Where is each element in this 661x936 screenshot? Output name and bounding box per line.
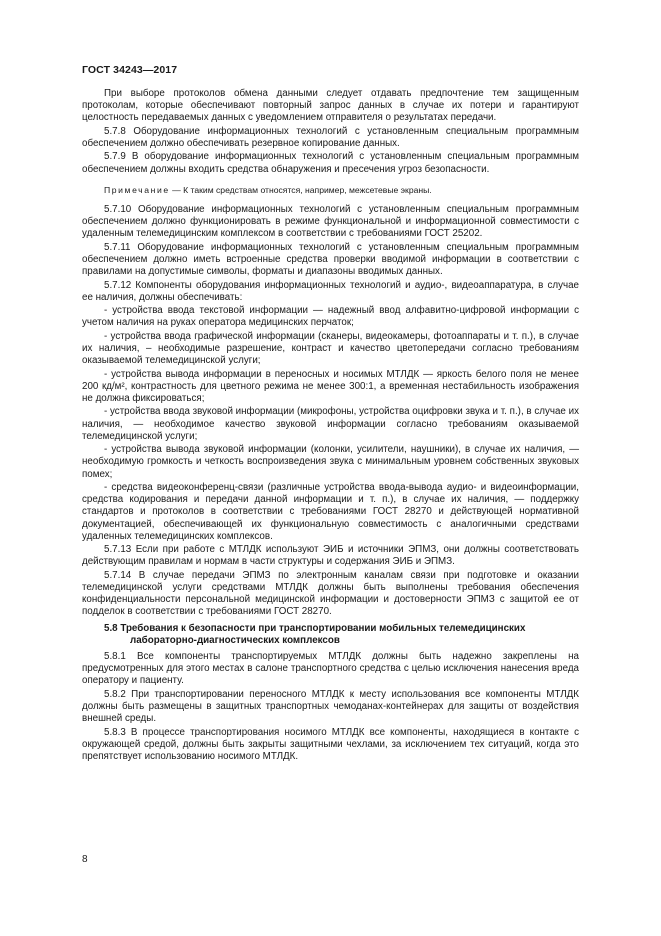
note-text: — К таким средствам относятся, например, межсетевые экраны. (169, 184, 432, 195)
paragraph: 5.7.12 Компоненты оборудования информационных технологий и аудио-, видеоаппаратура, в случае ее наличия, должны обеспечивать: (82, 279, 579, 303)
paragraph: 5.8.3 В процессе транспортирования носимого МТЛДК все компоненты, находящиеся в контакте с окружающей средой, должны быть закрыты защитными чехлами, за исключением тех ситуаций, когда это препятствует использованию носимого МТЛДК. (82, 726, 579, 762)
paragraph: При выборе протоколов обмена данными следует отдавать предпочтение тем защищенным протоколам, которые обеспечивают повторный запрос данных в случае их потери и гарантируют целостность передаваемых данных с уведомлением отправителя о результатах передачи. (82, 88, 579, 124)
document-header: ГОСТ 34243—2017 (82, 64, 178, 76)
list-item: - устройства вывода звуковой информации (колонки, усилители, наушники), в случае их наличия, — необходимую громкость и четкость воспроизведения звука с минимальным уровнем собственных звуковых помех; (82, 444, 579, 480)
paragraph: 5.7.11 Оборудование информационных технологий с установленным специальным программным обеспечением должно иметь встроенные средства проверки вводимой информации в соответствии с правилами на допустимые символы, форматы и диапазоны вводимых данных. (82, 241, 579, 278)
paragraph: 5.8.2 При транспортировании переносного МТЛДК к месту использования все компоненты МТЛДК должны быть размещены в защитных транспортных чемоданах-контейнерах для защиты от воздействия внешней среды. (82, 688, 579, 725)
list-item: - устройства ввода звуковой информации (микрофоны, устройства оцифровки звука и т. п.), в случае их наличия, — необходимое качество звуковой информации согласно требованиям оказываемой телемедицинской услуги; (82, 406, 579, 442)
list-item: - устройства ввода текстовой информации — надежный ввод алфавитно-цифровой информации с учетом наличия на руках оператора медицинских перчаток; (82, 305, 579, 329)
paragraph: 5.7.8 Оборудование информационных технологий с установленным специальным программным обеспечением должно обеспечивать резервное копирование данных. (82, 125, 579, 149)
list-item: - устройства ввода графической информации (сканеры, видеокамеры, фотоаппараты и т. п.), в случае их наличия, – необходимые разрешение, контраст и качество цветопередачи согласно требованиям оказываемой телемедицинской услуги; (82, 330, 579, 367)
page-number: 8 (82, 854, 88, 865)
paragraph: 5.7.14 В случае передачи ЭПМЗ по электронным каналам связи при подготовке и оказании телемедицинской услуги средствами МТЛДК должны быть выполнены требования обеспечения конфиденциальности персональной медицинской информации и достоверности ЭПМЗ с защитой ее от подделок в соответствии с требованиями ГОСТ 28270. (82, 569, 579, 618)
document-body (82, 88, 579, 764)
note-label: Примечание (104, 184, 170, 195)
paragraph: 5.8.1 Все компоненты транспортируемых МТЛДК должны быть надежно закреплены на предусмотренных для этого местах в салоне транспортного средства с целью исключения нанесения вреда оператору и пациенту. (82, 650, 579, 687)
paragraph: 5.7.10 Оборудование информационных технологий с установленным специальным программным обеспечением должно функционировать в режиме функциональной и информационной совместимости с удаленным телемедицинским комплексом в соответствии с требованиями ГОСТ 25202. (82, 204, 579, 240)
paragraph: 5.7.9 В оборудование информационных технологий с установленным специальным программным обеспечением должны входить средства обнаружения и пресечения угроз безопасности. (82, 151, 579, 175)
section-heading-line2: лабораторно-диагностических комплексов (130, 634, 340, 646)
section-heading-line1: 5.8 Требования к безопасности при транспортировании мобильных телемедицинских (104, 622, 526, 634)
list-item: - средства видеоконференц-связи (различные устройства ввода-вывода аудио- и видеоинформации, средства кодирования и передачи данной информации и т. п.), в случае их наличия, — поддержку стандартов и протоколов в соответствии с требованиями ГОСТ 28270 и действующей нормативной документацией, обеспечивающей их функциональную совместимость с аналогичными средствами удаленных телемедицинских комплексов. (82, 481, 579, 542)
note (82, 184, 579, 196)
list-item: - устройства вывода информации в переносных и носимых МТЛДК — яркость белого поля не менее 200 кд/м², контрастность для цветного режима не менее 300:1, а временная нестабильность изображения не должна фиксироваться; (82, 368, 579, 404)
section-heading (82, 623, 579, 647)
paragraph: 5.7.13 Если при работе с МТЛДК используют ЭИБ и источники ЭПМЗ, они должны соответствовать действующим правилам и нормам в части структуры и содержания ЭИБ и ЭПМЗ. (82, 544, 579, 568)
